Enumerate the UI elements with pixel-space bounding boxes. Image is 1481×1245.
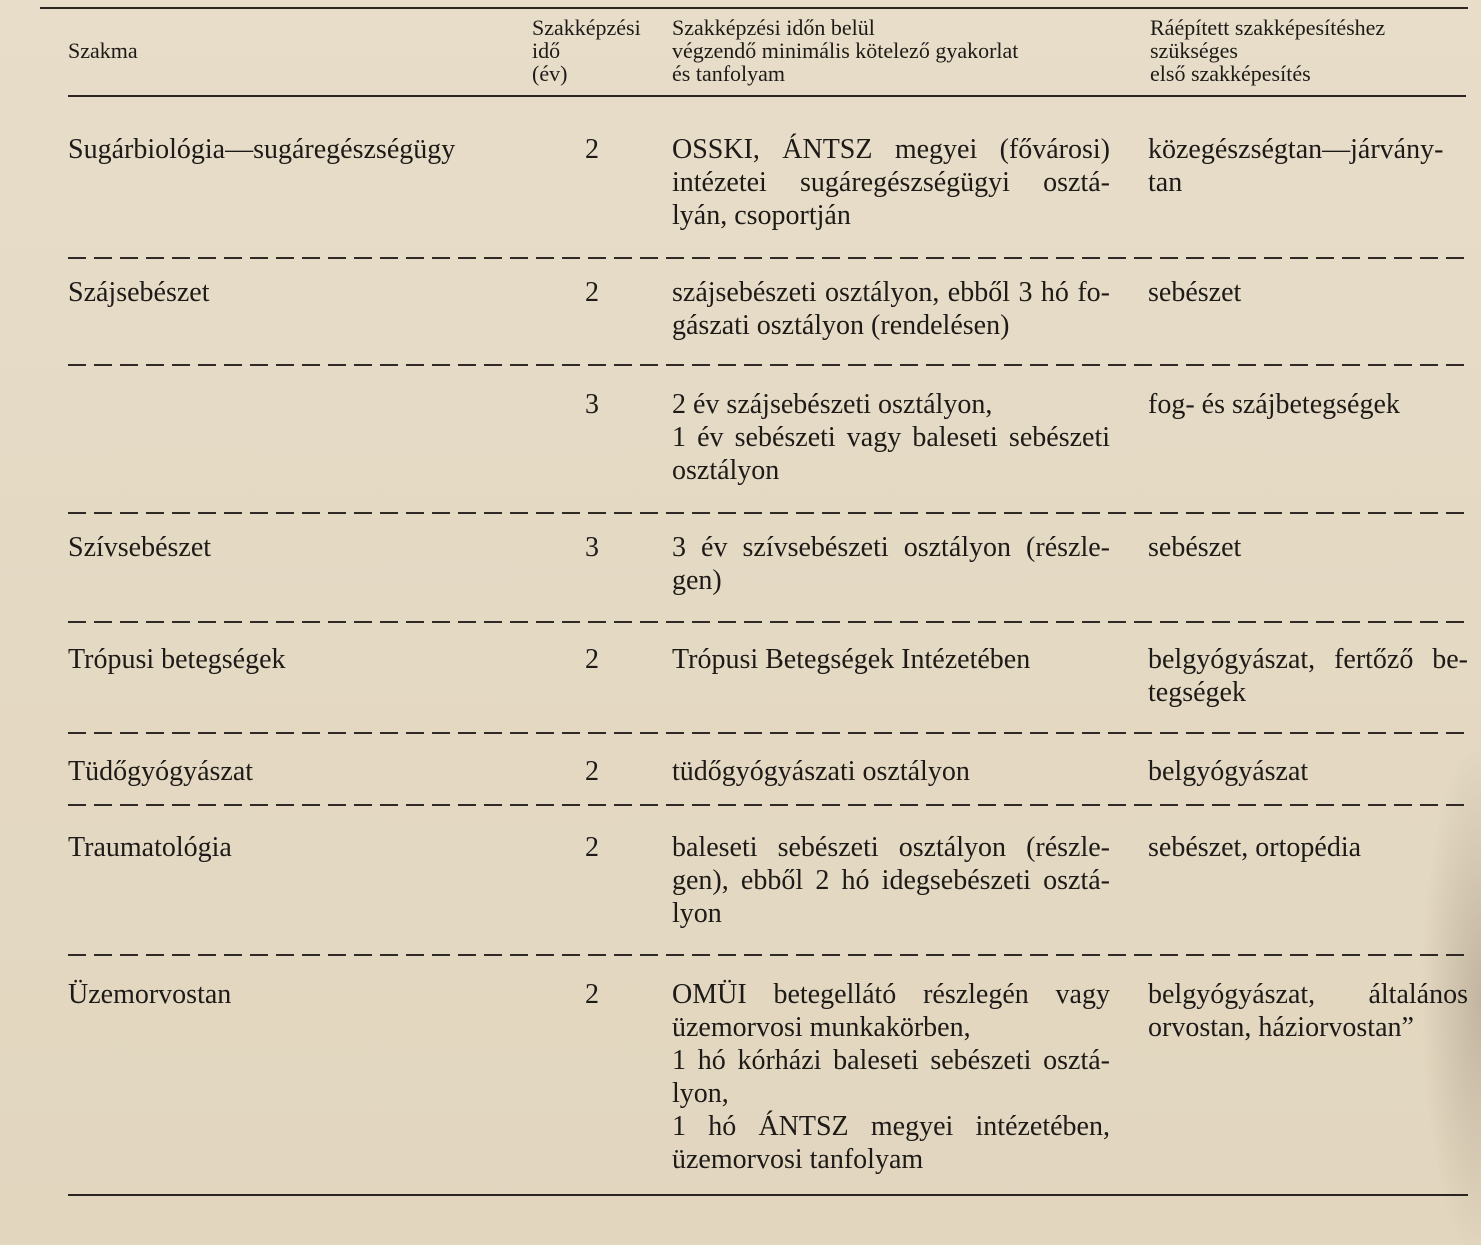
elso-szakkepesites-line: sebészet <box>1148 532 1242 563</box>
ido-cell: 3 <box>585 389 599 420</box>
gyakorlat-cell <box>672 755 1110 788</box>
elso-szakkepesites-cell <box>1148 643 1468 709</box>
gyakorlat-line: gászati osztályon (rendelésen) <box>672 310 1010 341</box>
table-bottom-rule <box>68 1194 1468 1196</box>
row-separator <box>68 954 1468 956</box>
gyakorlat-line: gen), ebből 2 hó idegsebészeti osztá- <box>672 865 1110 896</box>
ido-cell: 2 <box>585 644 599 675</box>
table-header <box>0 16 1481 88</box>
ido-cell: 2 <box>585 134 599 165</box>
gyakorlat-line: intézetei sugáregészségügyi osztá- <box>672 167 1110 198</box>
gyakorlat-line: lyon <box>672 898 722 929</box>
row-separator <box>68 732 1468 734</box>
gyakorlat-line: 1 év sebészeti vagy baleseti sebészeti <box>672 422 1110 453</box>
header-gyakorlat <box>672 16 1110 85</box>
row-separator <box>68 364 1468 366</box>
elso-szakkepesites-cell <box>1148 276 1468 309</box>
top-rule <box>40 7 1468 9</box>
header-ido <box>532 16 652 85</box>
elso-szakkepesites-cell <box>1148 978 1468 1044</box>
gyakorlat-line: baleseti sebészeti osztályon (részle- <box>672 832 1110 863</box>
header-szakma <box>68 39 378 62</box>
elso-szakkepesites-line: közegészségtan—járvány- <box>1148 134 1444 165</box>
elso-szakkepesites-line: orvostan, háziorvostan” <box>1148 1012 1414 1043</box>
elso-szakkepesites-cell <box>1148 133 1468 199</box>
gyakorlat-cell <box>672 978 1110 1176</box>
header-ido-line: (év) <box>532 61 568 86</box>
row-separator <box>68 804 1468 806</box>
header-gyakorlat-line: Szakképzési időn belül <box>672 15 875 40</box>
elso-szakkepesites-line: sebészet <box>1148 277 1242 308</box>
header-elso-szakkepesites <box>1150 16 1460 85</box>
row-separator <box>68 257 1468 259</box>
gyakorlat-line: OSSKI, ÁNTSZ megyei (fővárosi) <box>672 134 1110 165</box>
elso-szakkepesites-cell <box>1148 831 1468 864</box>
gyakorlat-cell <box>672 831 1110 930</box>
elso-szakkepesites-cell <box>1148 755 1468 788</box>
gyakorlat-cell <box>672 643 1110 676</box>
elso-szakkepesites-line: belgyógyászat, általános <box>1148 979 1468 1010</box>
elso-szakkepesites-cell <box>1148 388 1468 421</box>
elso-szakkepesites-line: sebészet, ortopédia <box>1148 832 1362 863</box>
header-gyakorlat-line: végzendő minimális kötelező gyakorlat <box>672 38 1019 63</box>
header-gyakorlat-line: és tanfolyam <box>672 61 786 86</box>
ido-cell: 2 <box>585 756 599 787</box>
szakma-cell: Szájsebészet <box>68 277 210 308</box>
szakma-cell: Trópusi betegségek <box>68 644 286 675</box>
gyakorlat-line: Trópusi Betegségek Intézetében <box>672 644 1031 675</box>
header-szakma-label: Szakma <box>68 38 138 63</box>
gyakorlat-line: 1 hó ÁNTSZ megyei intézetében, <box>672 1111 1110 1142</box>
header-ido-line: idő <box>532 38 561 63</box>
gyakorlat-line: OMÜI betegellátó részlegén vagy <box>672 979 1110 1010</box>
szakma-cell: Sugárbiológia—sugáregészségügy <box>68 134 456 165</box>
gyakorlat-line: üzemorvosi munkakörben, <box>672 1012 971 1043</box>
elso-szakkepesites-line: belgyógyászat, fertőző be- <box>1148 644 1468 675</box>
gyakorlat-line: lyon, <box>672 1078 729 1109</box>
szakma-cell: Szívsebészet <box>68 532 212 563</box>
ido-cell: 2 <box>585 832 599 863</box>
gyakorlat-line: szájsebészeti osztályon, ebből 3 hó fo- <box>672 277 1110 308</box>
gyakorlat-line: 2 év szájsebészeti osztályon, <box>672 389 993 420</box>
row-separator <box>68 621 1468 623</box>
elso-szakkepesites-line: tan <box>1148 167 1183 198</box>
ido-cell: 2 <box>585 979 599 1010</box>
gyakorlat-cell <box>672 276 1110 342</box>
gyakorlat-cell <box>672 133 1110 232</box>
elso-szakkepesites-line: belgyógyászat <box>1148 756 1309 787</box>
gyakorlat-line: 1 hó kórházi baleseti sebészeti osztá- <box>672 1045 1110 1076</box>
header-bottom-rule <box>68 95 1466 97</box>
gyakorlat-line: tüdőgyógyászati osztályon <box>672 756 970 787</box>
row-separator <box>68 512 1468 514</box>
elso-szakkepesites-cell <box>1148 531 1468 564</box>
header-elso-szakkepesites-line: Ráépített szakképesítéshez <box>1150 15 1386 40</box>
gyakorlat-line: üzemorvosi tanfolyam <box>672 1144 924 1175</box>
ido-cell: 3 <box>585 532 599 563</box>
szakma-cell: Traumatológia <box>68 832 232 863</box>
header-ido-line: Szakképzési <box>532 15 641 40</box>
ido-cell: 2 <box>585 277 599 308</box>
gyakorlat-line: gen) <box>672 565 722 596</box>
elso-szakkepesites-line: fog- és szájbetegségek <box>1148 389 1400 420</box>
gyakorlat-line: osztályon <box>672 455 780 486</box>
gyakorlat-line: lyán, csoportján <box>672 200 851 231</box>
header-elso-szakkepesites-line: szükséges <box>1150 38 1238 63</box>
header-elso-szakkepesites-line: első szakképesítés <box>1150 61 1311 86</box>
szakma-cell: Tüdőgyógyászat <box>68 756 254 787</box>
szakma-cell: Üzemorvostan <box>68 979 232 1010</box>
gyakorlat-cell <box>672 388 1110 487</box>
gyakorlat-cell <box>672 531 1110 597</box>
elso-szakkepesites-line: tegségek <box>1148 677 1246 708</box>
gyakorlat-line: 3 év szívsebészeti osztályon (részle- <box>672 532 1110 563</box>
